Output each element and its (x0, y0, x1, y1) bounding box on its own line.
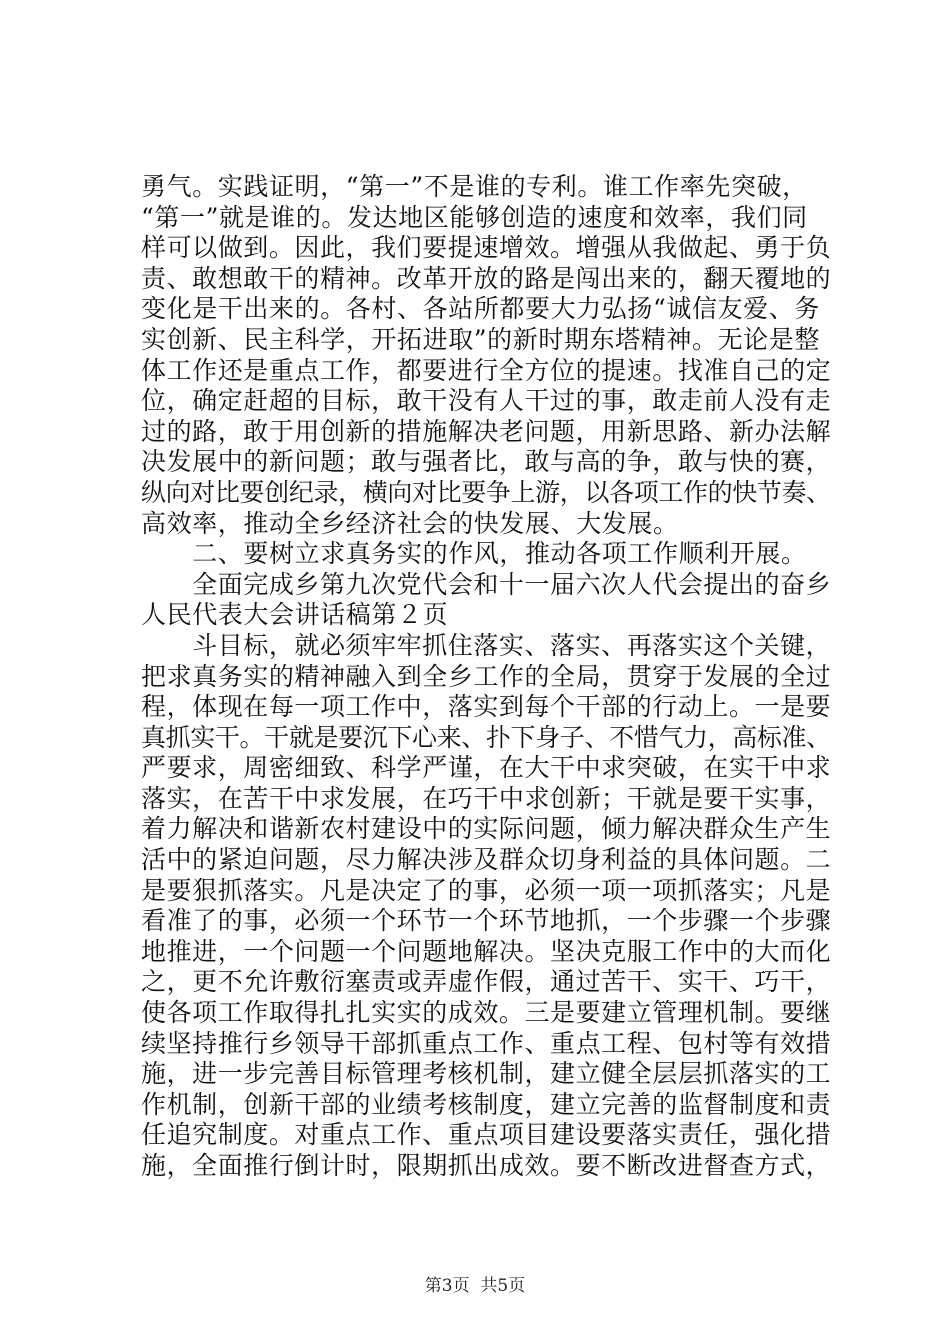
text-line: 任追究制度。对重点工作、重点项目建设要落实责任，强化措 (141, 1120, 832, 1150)
page-footer: 第3页 共5页 (424, 1276, 526, 1296)
text-line: 施，全面推行倒计时，限期抓出成效。要不断改进督查方式， (141, 1151, 832, 1180)
text-line: 着力解决和谐新农村建设中的实际问题，倾力解决群众生产生 (141, 814, 832, 844)
text-line: 纵向对比要创纪录，横向对比要争上游，以各项工作的快节奏、 (141, 477, 831, 507)
text-line: 变化是干出来的。各村、各站所都要大力弘扬“诚信友爱、务 (141, 294, 820, 324)
text-line: 位，确定赶超的目标，敢干没有人干过的事，敢走前人没有走 (141, 386, 832, 416)
text-line: 是要狠抓落实。凡是决定了的事，必须一项一项抓落实；凡是 (141, 875, 832, 905)
text-line: “第一”就是谁的。发达地区能够创造的速度和效率，我们同 (141, 202, 808, 232)
text-line: 体工作还是重点工作，都要进行全方位的提速。找准自己的定 (141, 355, 832, 385)
text-line: 落实，在苦干中求发展，在巧干中求创新；干就是要干实事， (141, 783, 832, 813)
text-line: 实创新、民主科学，开拓进取”的新时期东塔精神。无论是整 (141, 324, 820, 354)
text-line: 严要求，周密细致、科学严谨，在大干中求突破，在实干中求 (141, 753, 832, 783)
text-line: 施，进一步完善目标管理考核机制，建立健全层层抓落实的工 (141, 1059, 832, 1089)
text-line: 过的路，敢于用创新的措施解决老问题，用新思路、新办法解 (141, 416, 832, 446)
text-line: 看准了的事，必须一个环节一个环节地抓，一个步骤一个步骤 (141, 906, 832, 936)
text-line: 使各项工作取得扎扎实实的成效。三是要建立管理机制。要继 (141, 998, 832, 1028)
text-line: 真抓实干。干就是要沉下心来、扑下身子、不惜气力，高标准、 (141, 722, 831, 752)
text-line: 人民代表大会讲话稿第２页 (141, 600, 449, 630)
text-line: 程，体现在每一项工作中，落实到每个干部的行动上。一是要 (141, 692, 832, 722)
text-line: 作机制，创新干部的业绩考核制度，建立完善的监督制度和责 (141, 1089, 832, 1119)
text-line: 之，更不允许敷衍塞责或弄虚作假，通过苦干、实干、巧干， (141, 967, 832, 997)
text-line: 续坚持推行乡领导干部抓重点工作、重点工程、包村等有效措 (141, 1028, 832, 1058)
text-line: 决发展中的新问题；敢与强者比，敢与高的争，敢与快的赛， (141, 447, 832, 477)
text-line: 全面完成乡第九次党代会和十一届六次人代会提出的奋乡 (141, 569, 832, 599)
text-line: 高效率，推动全乡经济社会的快发展、大发展。 (141, 508, 679, 538)
text-line: 责、敢想敢干的精神。改革开放的路是闯出来的，翻天覆地的 (141, 263, 832, 293)
text-line: 活中的紧迫问题，尽力解决涉及群众切身利益的具体问题。二 (141, 845, 832, 875)
text-line: 勇气。实践证明，“第一”不是谁的专利。谁工作率先突破， (141, 172, 808, 201)
body-text (141, 172, 831, 1182)
text-line: 斗目标，就必须牢牢抓住落实、落实、再落实这个关键， (141, 630, 832, 660)
text-line: 把求真务实的精神融入到全乡工作的全局，贯穿于发展的全过 (141, 661, 832, 691)
text-line: 地推进，一个问题一个问题地解决。坚决克服工作中的大而化 (141, 936, 832, 966)
text-line: 样可以做到。因此，我们要提速增效。增强从我做起、勇于负 (141, 233, 832, 263)
section-heading: 二、要树立求真务实的作风，推动各项工作顺利开展。 (141, 539, 807, 569)
